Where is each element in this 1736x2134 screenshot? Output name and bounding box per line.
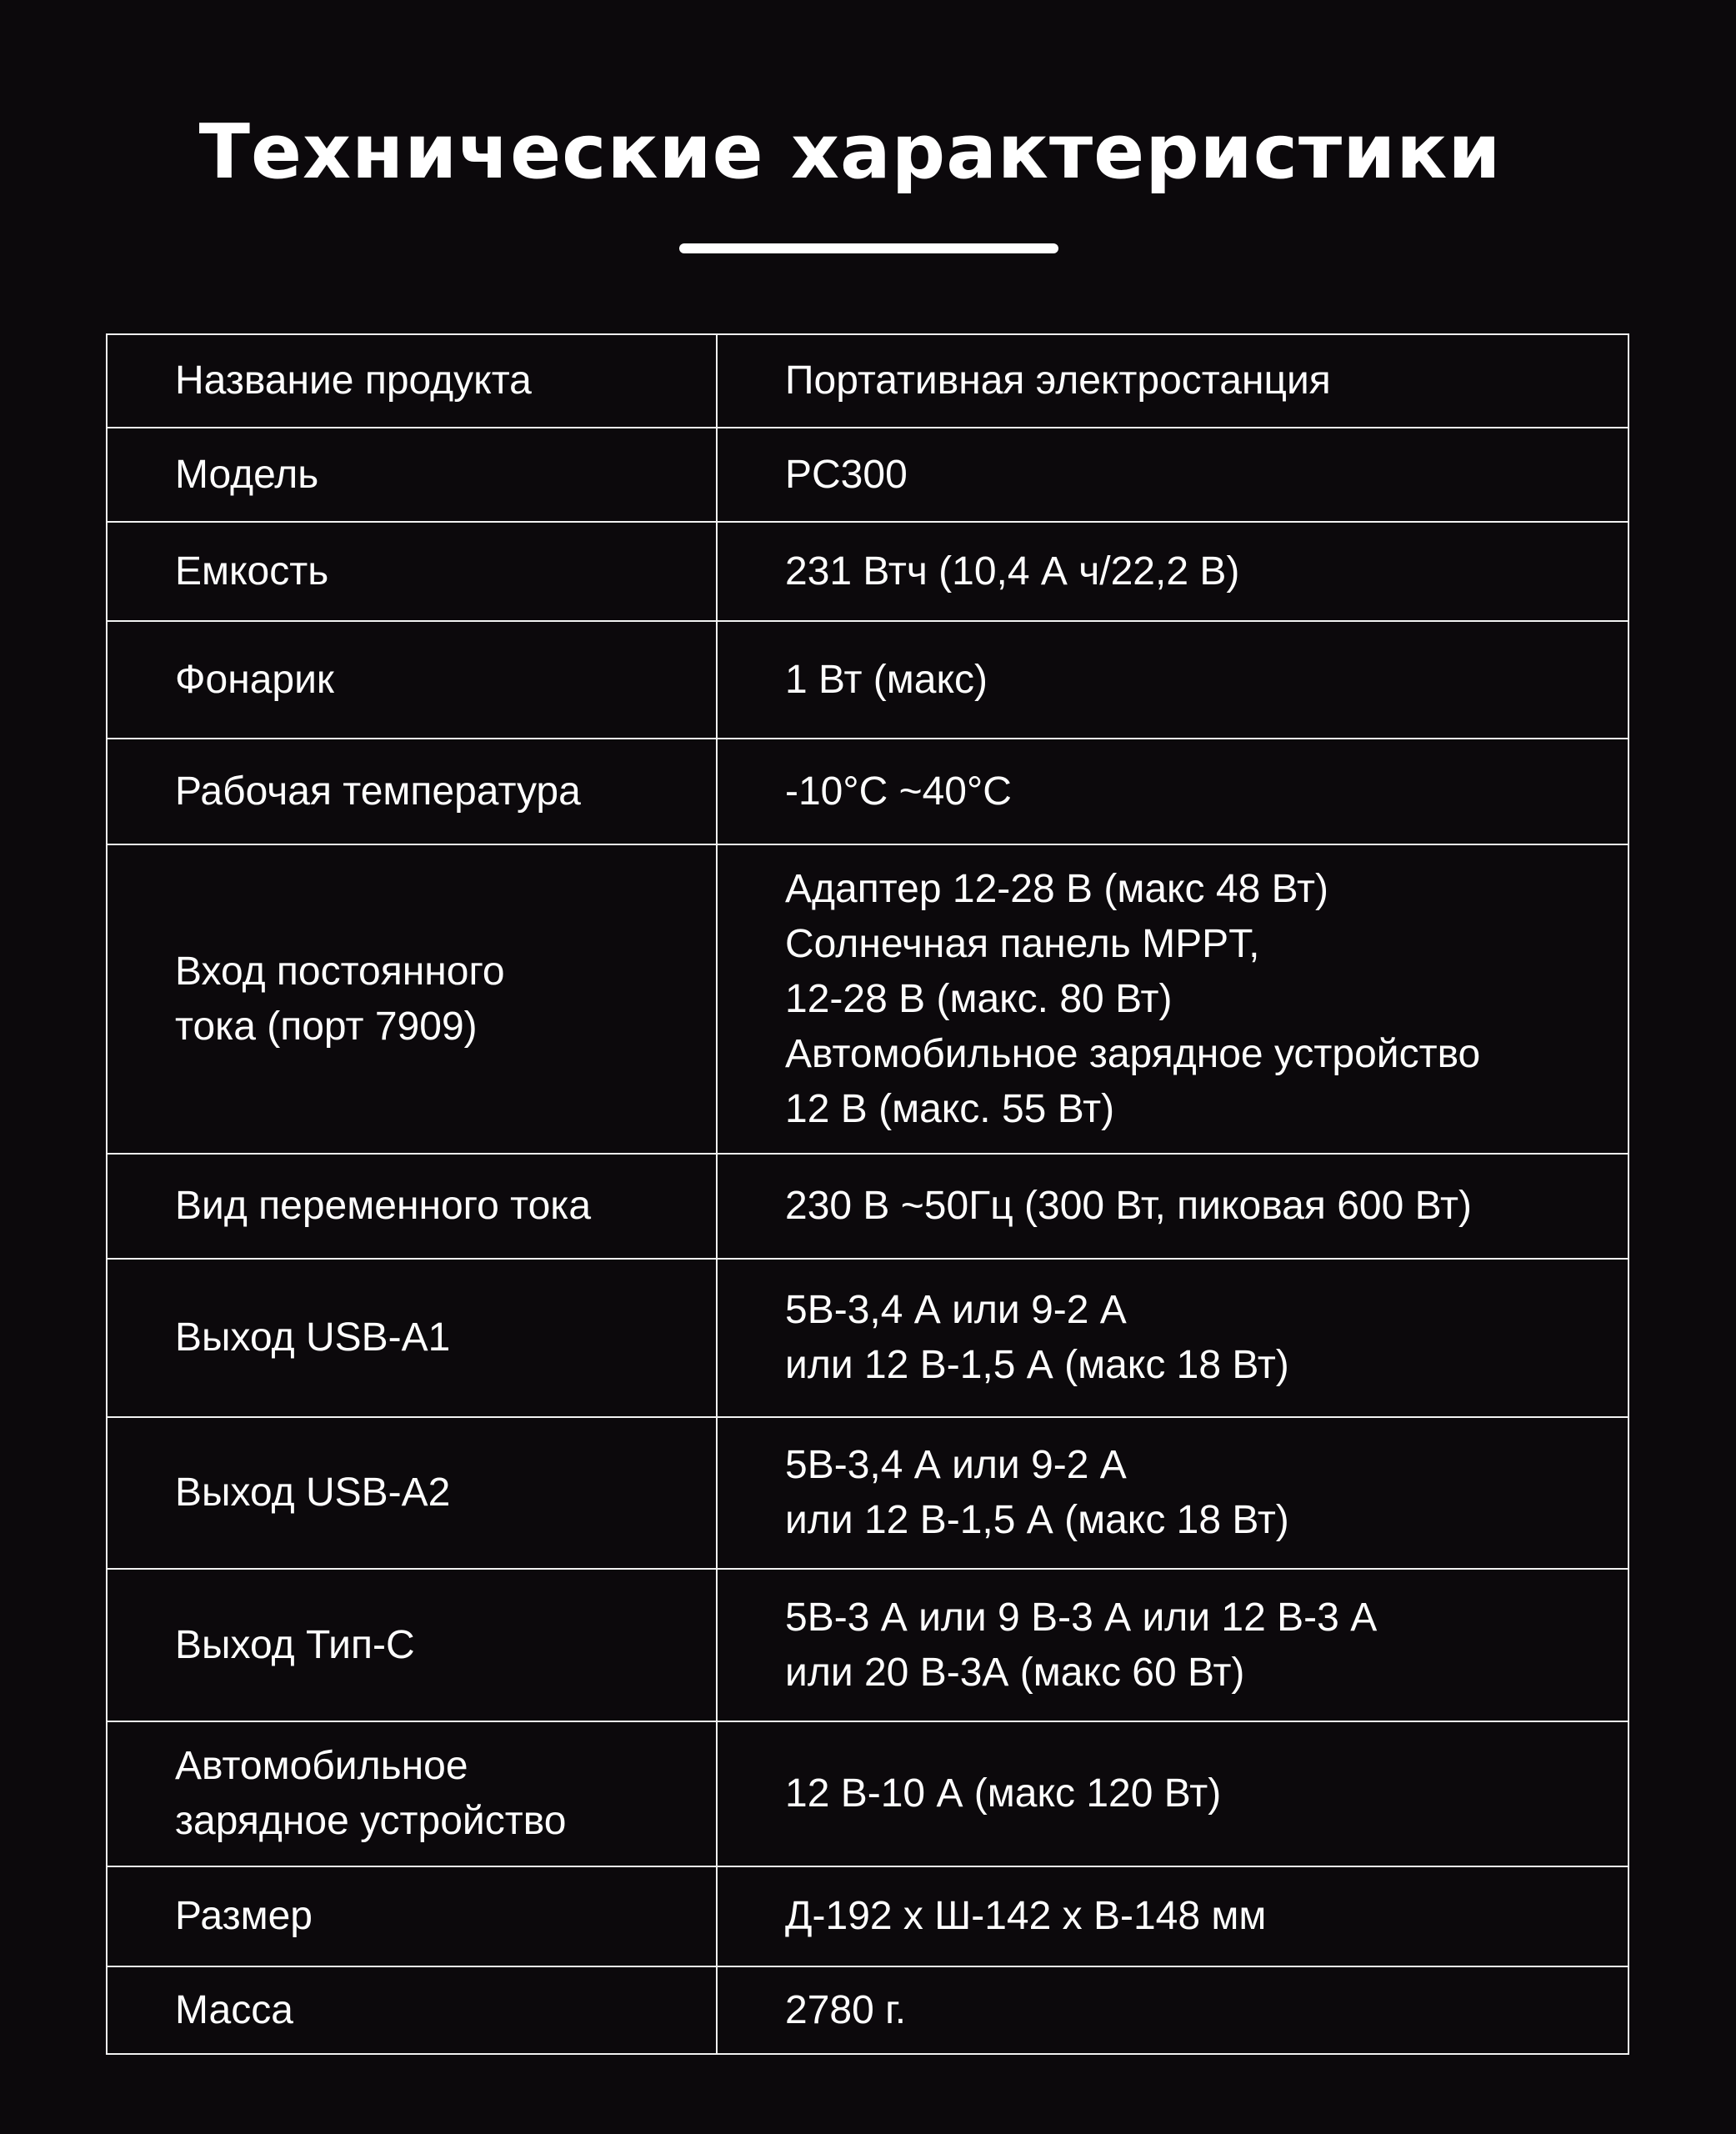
spec-value: 230 В ~50Гц (300 Вт, пиковая 600 Вт) xyxy=(717,1154,1628,1259)
table-row xyxy=(107,621,1628,739)
spec-name: Выход USB-A2 xyxy=(107,1417,717,1569)
page-title: Технические характеристики xyxy=(198,108,1502,196)
spec-value: 1 Вт (макс) xyxy=(717,621,1628,739)
table-row xyxy=(107,1966,1628,2054)
spec-name: Емкость xyxy=(107,522,717,621)
table-row xyxy=(107,428,1628,522)
spec-name: Масса xyxy=(107,1966,717,2054)
table-row xyxy=(107,334,1628,428)
table-row xyxy=(107,522,1628,621)
spec-value: PC300 xyxy=(717,428,1628,522)
table-row xyxy=(107,1721,1628,1866)
spec-name: Вход постоянного тока (порт 7909) xyxy=(107,844,717,1154)
spec-value: Портативная электростанция xyxy=(717,334,1628,428)
spec-value: Д-192 x Ш-142 x В-148 мм xyxy=(717,1866,1628,1966)
table-row xyxy=(107,1154,1628,1259)
table-row xyxy=(107,1569,1628,1721)
spec-value: 5В-3,4 А или 9-2 А или 12 В-1,5 А (макс 18 Вт) xyxy=(717,1417,1628,1569)
spec-value: 12 В-10 А (макс 120 Вт) xyxy=(717,1721,1628,1866)
table-row xyxy=(107,844,1628,1154)
spec-value: 231 Втч (10,4 А ч/22,2 В) xyxy=(717,522,1628,621)
spec-name: Название продукта xyxy=(107,334,717,428)
spec-name: Размер xyxy=(107,1866,717,1966)
spec-name: Автомобильное зарядное устройство xyxy=(107,1721,717,1866)
table-row xyxy=(107,739,1628,844)
specs-table xyxy=(106,333,1629,2055)
spec-value: -10°C ~40°C xyxy=(717,739,1628,844)
spec-value: 5В-3 А или 9 В-3 А или 12 В-3 А или 20 В-3А (макс 60 Вт) xyxy=(717,1569,1628,1721)
spec-value: 5В-3,4 А или 9-2 А или 12 В-1,5 А (макс 18 Вт) xyxy=(717,1259,1628,1417)
spec-value: Адаптер 12-28 В (макс 48 Вт) Солнечная панель MPPT, 12-28 В (макс. 80 Вт) Автомобильное зарядное устройство 12 В (макс. 55 Вт) xyxy=(717,844,1628,1154)
spec-name: Выход Тип-С xyxy=(107,1569,717,1721)
spec-name: Выход USB-A1 xyxy=(107,1259,717,1417)
table-row xyxy=(107,1866,1628,1966)
spec-name: Вид переменного тока xyxy=(107,1154,717,1259)
spec-name: Фонарик xyxy=(107,621,717,739)
title-underline xyxy=(679,243,1058,253)
spec-name: Модель xyxy=(107,428,717,522)
table-row xyxy=(107,1417,1628,1569)
spec-value: 2780 г. xyxy=(717,1966,1628,2054)
table-row xyxy=(107,1259,1628,1417)
spec-name: Рабочая температура xyxy=(107,739,717,844)
